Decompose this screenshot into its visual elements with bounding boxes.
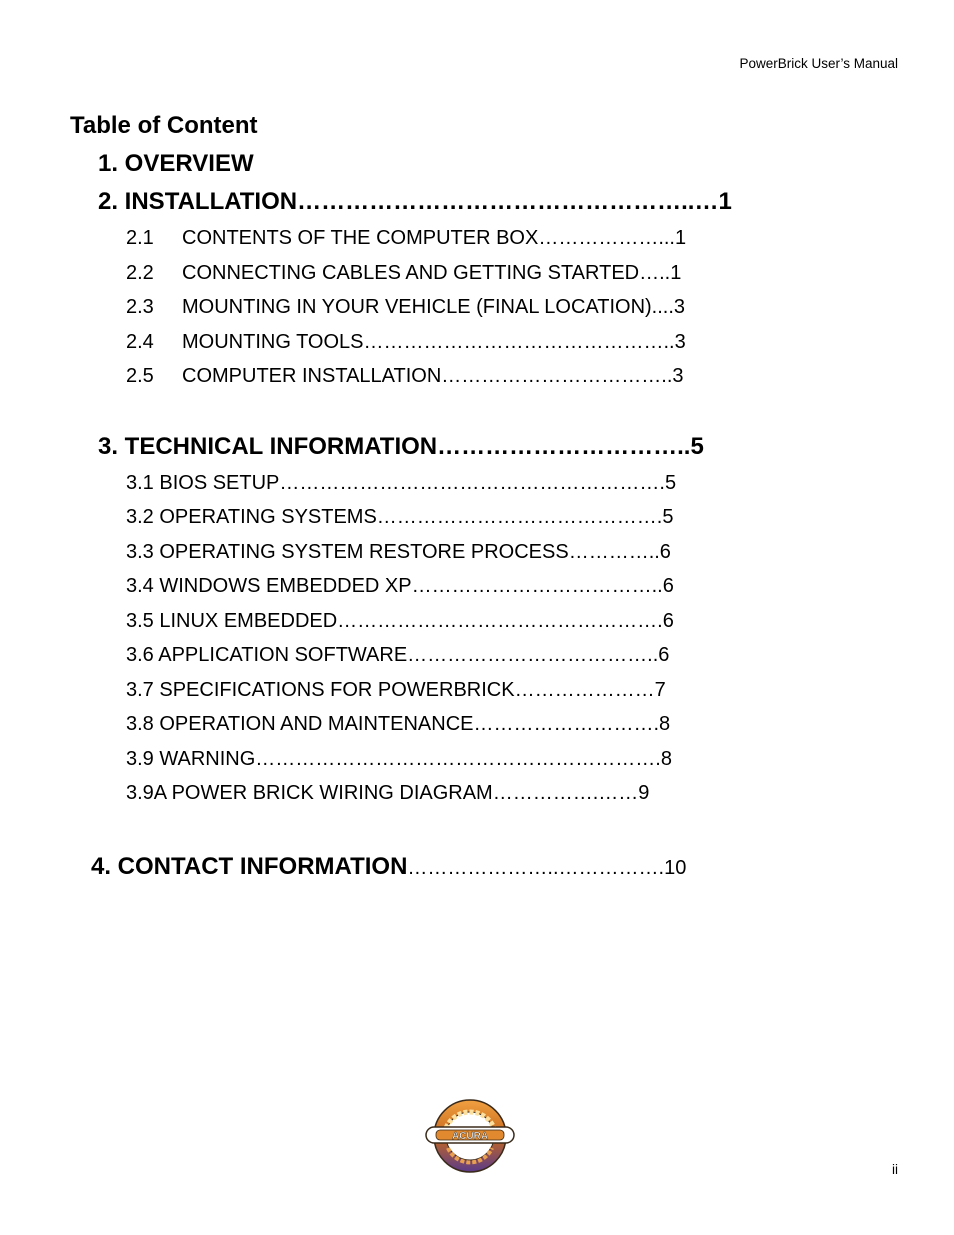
toc-entry-2-1[interactable] [126, 228, 686, 248]
toc-entry-text: CONNECTING CABLES AND GETTING STARTED…..1 [182, 262, 682, 284]
toc-section-title: 4. CONTACT INFORMATION [91, 853, 408, 880]
toc-entry-text: CONTENTS OF THE COMPUTER BOX………………...1 [182, 227, 687, 249]
toc-entry-3-1[interactable]: 3.1 BIOS SETUP………………………………………………….5 [126, 472, 677, 494]
toc-title: Table of Content [70, 112, 258, 139]
toc-entry-2-5[interactable] [126, 366, 684, 386]
toc-entry-3-8[interactable]: 3.8 OPERATION AND MAINTENANCE……………………….8 [126, 713, 671, 735]
toc-entry-3-4[interactable]: 3.4 WINDOWS EMBEDDED XP………………………………..6 [126, 575, 674, 597]
acura-embedded-systems-logo-icon [424, 1096, 516, 1176]
toc-section-technical-information[interactable]: 3. TECHNICAL INFORMATION…………………………..5 [98, 433, 704, 460]
toc-entry-text: MOUNTING TOOLS………………………………………..3 [182, 331, 686, 353]
logo-center-text: ACURA [451, 1131, 489, 1142]
toc-entry-3-6[interactable]: 3.6 APPLICATION SOFTWARE………………………………..6 [126, 644, 670, 666]
toc-entry-number: 2.1 [126, 227, 154, 249]
page-number: ii [892, 1162, 898, 1177]
toc-entry-3-2[interactable]: 3.2 OPERATING SYSTEMS…………………………………….5 [126, 506, 674, 528]
toc-section-overview[interactable]: 1. OVERVIEW [98, 150, 254, 177]
toc-entry-number: 2.2 [126, 262, 154, 284]
toc-entry-2-3[interactable] [126, 297, 685, 317]
toc-section-contact-information[interactable] [91, 855, 686, 879]
toc-entry-number: 2.4 [126, 331, 154, 353]
toc-entry-2-2[interactable] [126, 263, 681, 283]
toc-entry-2-4[interactable] [126, 332, 686, 352]
toc-entry-3-5[interactable]: 3.5 LINUX EMBEDDED………………………………………….6 [126, 610, 674, 632]
toc-entry-3-9a[interactable]: 3.9A POWER BRICK WIRING DIAGRAM…………….……9 [126, 782, 650, 804]
toc-section-installation[interactable]: 2. INSTALLATION…………………………………………..…1 [98, 188, 732, 215]
toc-entry-text: MOUNTING IN YOUR VEHICLE (FINAL LOCATION)....3 [182, 296, 686, 318]
toc-section-leader: …………………..…………….10 [407, 857, 687, 879]
toc-entry-3-7[interactable]: 3.7 SPECIFICATIONS FOR POWERBRICK…………………7 [126, 679, 666, 701]
toc-entry-text: COMPUTER INSTALLATION……………………………..3 [182, 365, 684, 387]
toc-entry-number: 2.3 [126, 296, 154, 318]
toc-entry-number: 2.5 [126, 365, 154, 387]
running-header: PowerBrick User’s Manual [739, 56, 898, 71]
toc-entry-3-3[interactable]: 3.3 OPERATING SYSTEM RESTORE PROCESS…………..6 [126, 541, 671, 563]
toc-entry-3-9[interactable]: 3.9 WARNING…………………………………………………….8 [126, 748, 672, 770]
